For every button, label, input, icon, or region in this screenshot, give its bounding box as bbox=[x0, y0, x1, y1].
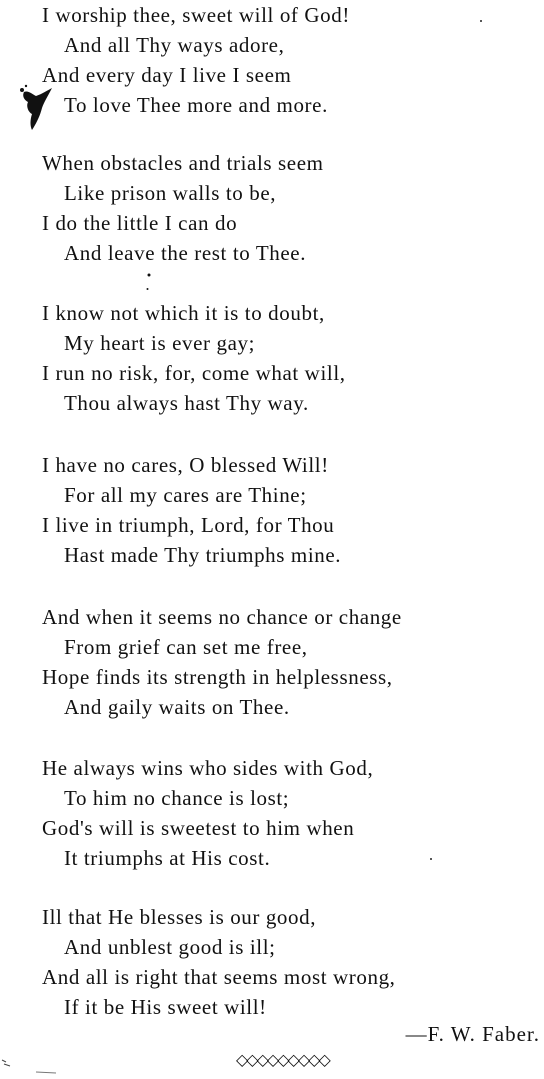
verse-line: And all is right that seems most wrong, bbox=[42, 965, 396, 989]
verse-line: God's will is sweetest to him when bbox=[42, 816, 355, 840]
verse-line: I live in triumph, Lord, for Thou bbox=[42, 513, 335, 537]
verse-line: To love Thee more and more. bbox=[64, 93, 328, 117]
verse-line: It triumphs at His cost. bbox=[64, 846, 271, 870]
verse-line: I run no risk, for, come what will, bbox=[42, 361, 346, 385]
verse-line: To him no chance is lost; bbox=[64, 786, 290, 810]
stanza-5 bbox=[42, 602, 537, 722]
stanza-4 bbox=[42, 450, 537, 570]
stanza-1 bbox=[42, 0, 537, 120]
verse-line: He always wins who sides with God, bbox=[42, 756, 374, 780]
verse-line: Thou always hast Thy way. bbox=[64, 391, 309, 415]
stanza-2 bbox=[42, 148, 537, 268]
verse-line: And unblest good is ill; bbox=[64, 935, 276, 959]
corner-speck-mark bbox=[0, 1058, 60, 1078]
stanza-7 bbox=[42, 902, 537, 1022]
verse-line: Hast made Thy triumphs mine. bbox=[64, 543, 342, 567]
verse-line: I know not which it is to doubt, bbox=[42, 301, 325, 325]
verse-line: I worship thee, sweet will of God! bbox=[42, 3, 350, 27]
verse-line: Like prison walls to be, bbox=[64, 181, 277, 205]
verse-line: And all Thy ways adore, bbox=[64, 33, 285, 57]
verse-line: I do the little I can do bbox=[42, 211, 238, 235]
verse-line: And gaily waits on Thee. bbox=[64, 695, 290, 719]
verse-line: Ill that He blesses is our good, bbox=[42, 905, 317, 929]
verse-line: From grief can set me free, bbox=[64, 635, 308, 659]
verse-line: Hope finds its strength in helplessness, bbox=[42, 665, 393, 689]
stanza-6 bbox=[42, 753, 537, 873]
verse-line: If it be His sweet will! bbox=[64, 995, 267, 1019]
verse-line: For all my cares are Thine; bbox=[64, 483, 307, 507]
verse-line: My heart is ever gay; bbox=[64, 331, 256, 355]
verse-line: And leave the rest to Thee. bbox=[64, 241, 307, 265]
verse-line: When obstacles and trials seem bbox=[42, 151, 324, 175]
ornament-divider: ◇◇◇◇◇◇◇◇◇ bbox=[236, 1050, 329, 1069]
stanza-3 bbox=[42, 298, 537, 418]
verse-line: I have no cares, O blessed Will! bbox=[42, 453, 329, 477]
verse-line: And when it seems no chance or change bbox=[42, 605, 402, 629]
stray-dot-mark bbox=[146, 272, 156, 292]
verse-line: And every day I live I seem bbox=[42, 63, 292, 87]
author-attribution: —F. W. Faber. bbox=[405, 1022, 540, 1046]
